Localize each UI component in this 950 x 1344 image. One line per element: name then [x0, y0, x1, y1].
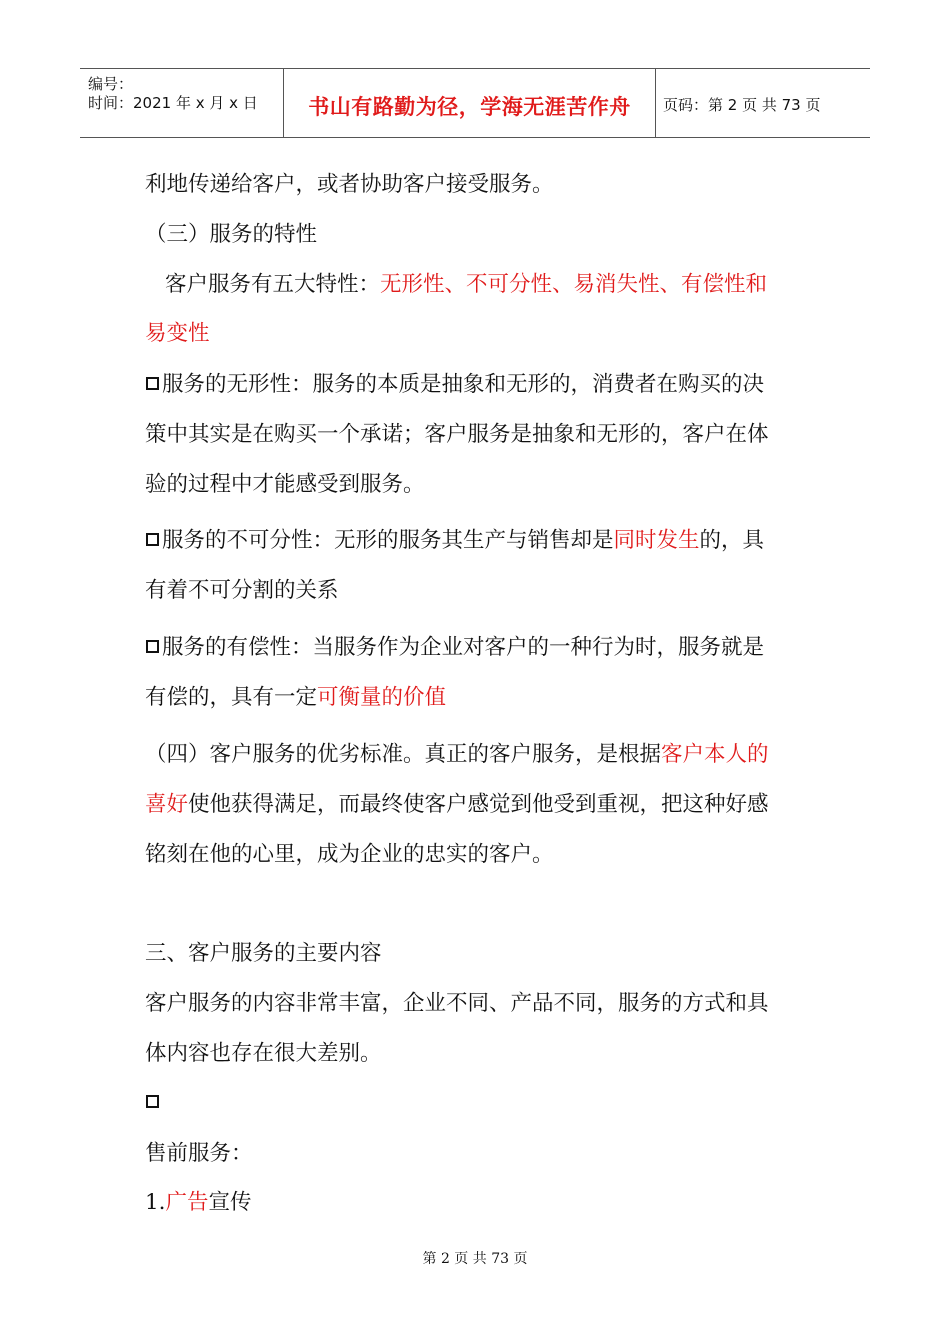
body-line: 铭刻在他的心里，成为企业的忠实的客户。: [145, 842, 554, 867]
body-line: 售前服务：: [145, 1141, 253, 1166]
body-line: 喜好使他获得满足，而最终使客户感觉到他受到重视，把这种好感: [145, 792, 769, 817]
checkbox-square-icon: [146, 377, 159, 390]
section-heading: 三、客户服务的主要内容: [145, 941, 382, 966]
motto: 书山有路勤为径，学海无涯苦作舟: [308, 95, 631, 119]
list-item: 1.广告宣传: [145, 1190, 252, 1215]
checkbox-square-icon: [146, 533, 159, 546]
body-line: 利地传递给客户，或者协助客户接受服务。: [145, 172, 554, 197]
checkbox-square-icon: [146, 640, 159, 653]
number-label: 编号：: [88, 75, 134, 93]
page-info: 页码：第 2 页 共 73 页: [663, 96, 821, 114]
body-line: 策中其实是在购买一个承诺；客户服务是抽象和无形的，客户在体: [145, 422, 769, 447]
body-line: 客户服务的内容非常丰富，企业不同、产品不同，服务的方式和具: [145, 991, 769, 1016]
bullet-item: 服务的无形性：服务的本质是抽象和无形的，消费者在购买的决: [145, 374, 764, 396]
highlight-text: 喜好: [145, 792, 189, 817]
body-line: 客户服务有五大特性：无形性、不可分性、易消失性、有偿性和: [165, 272, 768, 297]
highlight-text: 广告: [165, 1190, 209, 1215]
page-header: [80, 68, 870, 138]
header-motto-cell: [283, 69, 656, 137]
body-line: 有着不可分割的关系: [145, 578, 339, 603]
section-heading: （四）客户服务的优劣标准。真正的客户服务，是根据客户本人的: [145, 742, 769, 767]
highlight-text: 易变性: [145, 321, 210, 346]
highlight-text: 可衡量的价值: [317, 685, 447, 710]
checkbox-square-icon: [146, 1095, 159, 1108]
highlight-text: 无形性、不可分性、易消失性、有偿性和: [380, 272, 768, 297]
body-line: 有偿的，具有一定可衡量的价值: [145, 685, 447, 710]
bullet-item: 服务的不可分性：无形的服务其生产与销售却是同时发生的，具: [145, 530, 764, 552]
page-footer: 第 2 页 共 73 页: [422, 1251, 528, 1267]
body-line: 体内容也存在很大差别。: [145, 1041, 382, 1066]
body-line: 验的过程中才能感受到服务。: [145, 472, 425, 497]
bullet-item: [145, 1092, 162, 1114]
highlight-text: 同时发生: [613, 528, 700, 553]
highlight-text: 客户本人的: [661, 742, 769, 767]
header-meta-cell: [80, 69, 283, 137]
section-heading: （三）服务的特性: [145, 222, 318, 247]
bullet-item: 服务的有偿性：当服务作为企业对客户的一种行为时，服务就是: [145, 637, 764, 659]
header-page-cell: [655, 69, 870, 137]
time-label: 时间：2021 年 x 月 x 日: [88, 94, 258, 112]
